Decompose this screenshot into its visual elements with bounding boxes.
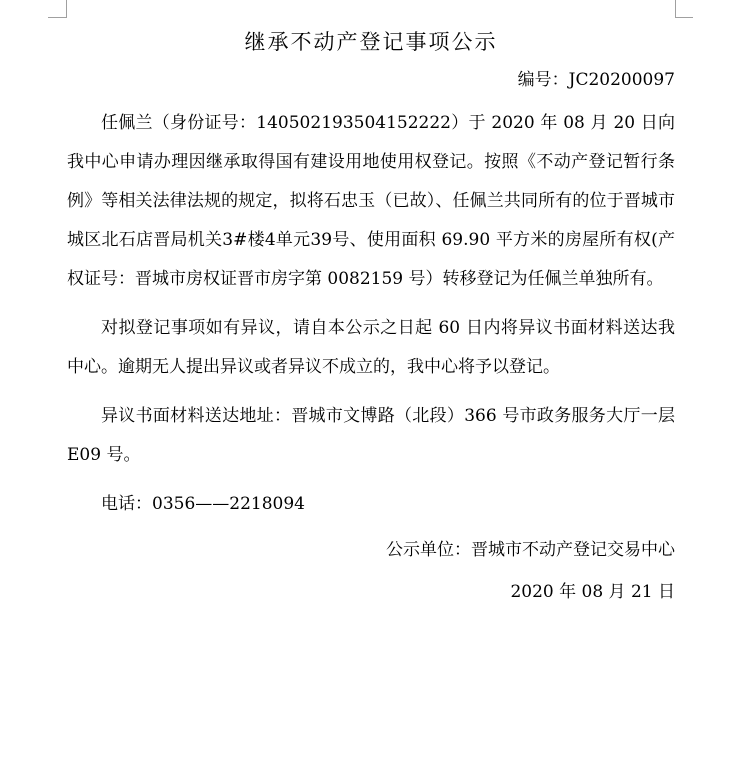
page-corner-mark-top-right [675,0,676,18]
page-corner-mark-top-left-horizontal [48,17,66,18]
paragraph-objection: 对拟登记事项如有异议，请自本公示之日起 60 日内将异议书面材料送达我中心。逾期无人提出异议或者异议不成立的，我中心将予以登记。 [67,318,675,377]
paragraph-address: 异议书面材料送达地址：晋城市文博路（北段）366 号市政务服务大厅一层 E09 号。 [67,406,675,465]
page-corner-mark-top-left [66,0,67,18]
page-corner-mark-top-right-horizontal [675,17,693,18]
paragraph-spacer [67,299,675,309]
document-title: 继承不动产登记事项公示 [244,30,498,54]
paragraph-main: 任佩兰（身份证号：140502193504152222）于 2020 年 08 月 20 日向我中心申请办理因继承取得国有建设用地使用权登记。按照《不动产登记暂行条例》等相关法律法规的规定，拟将石忠玉（已故）、任佩兰共同所有的位于晋城市城区北石店晋局机关3#楼4单元39号、使用面积 69.90 平方米的房屋所有权(产权证号：晋城市房权证晋市房字第 0082159 号）转移登记为任佩兰单独所有。 [67,113,675,289]
issue-date: 2020 年 08 月 21 日 [510,582,675,602]
paragraph-spacer [67,387,675,397]
document-number: 编号：JC20200097 [517,70,675,90]
issuer: 公示单位：晋城市不动产登记交易中心 [386,540,675,560]
document-body [67,26,675,604]
paragraph-phone: 电话：0356——2218094 [101,494,305,514]
paragraph-spacer [67,475,675,485]
